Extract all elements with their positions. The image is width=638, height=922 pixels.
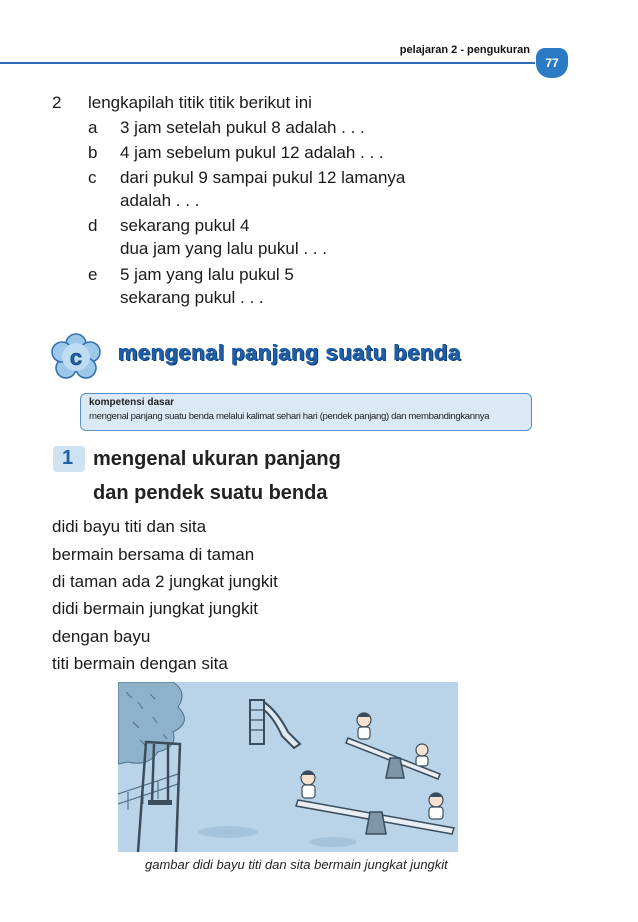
subsection-title-line-1: mengenal ukuran panjang bbox=[93, 448, 341, 470]
subsection-number: 1 bbox=[62, 447, 74, 469]
item-letter-a: a bbox=[88, 118, 98, 137]
item-letter-d: d bbox=[88, 216, 98, 235]
section-title: mengenal panjang suatu benda bbox=[118, 340, 461, 365]
item-c-line-1: dari pukul 9 sampai pukul 12 lamanya bbox=[120, 168, 406, 187]
playground-illustration bbox=[118, 682, 458, 852]
story-line-2: bermain bersama di taman bbox=[52, 545, 255, 564]
item-a-line-1: 3 jam setelah pukul 8 adalah . . . bbox=[120, 118, 365, 137]
page-number: 77 bbox=[536, 48, 568, 78]
story-line-3: di taman ada 2 jungkat jungkit bbox=[52, 572, 278, 591]
item-e-line-2: sekarang pukul . . . bbox=[120, 288, 264, 307]
story-line-4: didi bermain jungkat jungkit bbox=[52, 599, 259, 618]
item-c-line-2: adalah . . . bbox=[120, 191, 200, 210]
item-d-line-2: dua jam yang lalu pukul . . . bbox=[120, 239, 327, 258]
story-line-6: titi bermain dengan sita bbox=[52, 654, 228, 673]
kompetensi-title: kompetensi dasar bbox=[89, 397, 175, 408]
item-letter-e: e bbox=[88, 265, 98, 284]
item-d-line-1: sekarang pukul 4 bbox=[120, 216, 250, 235]
item-letter-b: b bbox=[88, 143, 98, 162]
item-e-line-1: 5 jam yang lalu pukul 5 bbox=[120, 265, 294, 284]
item-letter-c: c bbox=[88, 168, 97, 187]
question-number: 2 bbox=[52, 93, 62, 112]
header-rule bbox=[0, 62, 535, 64]
kompetensi-box bbox=[80, 393, 532, 431]
story-line-5: dengan bayu bbox=[52, 627, 151, 646]
story-line-1: didi bayu titi dan sita bbox=[52, 517, 207, 536]
kompetensi-body: mengenal panjang suatu benda melalui kalimat sehari hari (pendek panjang) dan membandingkannya bbox=[89, 411, 490, 422]
question-instruction: lengkapilah titik titik berikut ini bbox=[88, 93, 312, 112]
chapter-header: pelajaran 2 - pengukuran bbox=[399, 44, 530, 56]
section-flower-icon bbox=[50, 333, 102, 381]
section-letter: c bbox=[69, 345, 83, 370]
item-b-line-1: 4 jam sebelum pukul 12 adalah . . . bbox=[120, 143, 384, 162]
figure-caption: gambar didi bayu titi dan sita bermain jungkat jungkit bbox=[145, 857, 448, 872]
subsection-title-line-2: dan pendek suatu benda bbox=[93, 482, 328, 504]
